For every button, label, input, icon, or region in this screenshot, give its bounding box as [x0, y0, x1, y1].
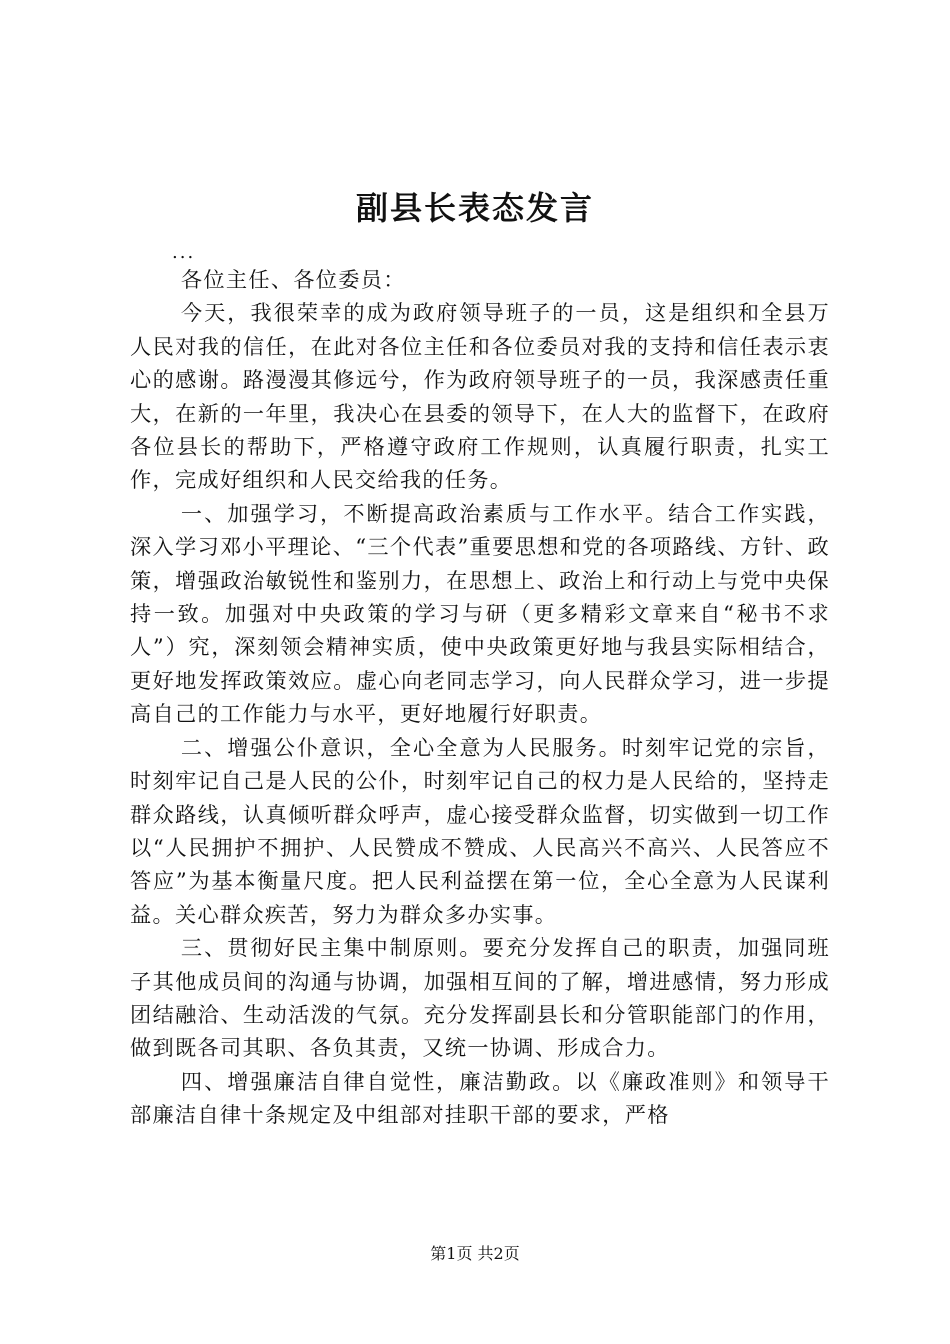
- paragraph-intro: 今天，我很荣幸的成为政府领导班子的一员，这是组织和全县万人民对我的信任，在此对各位主任和各位委员对我的支持和信任表示衷心的感谢。路漫漫其修远兮，作为政府领导班子的一员，我深感责任重大，在新的一年里，我决心在县委的领导下，在人大的监督下，在政府各位县长的帮助下，严格遵守政府工作规则，认真履行职责，扎实工作，完成好组织和人民交给我的任务。: [130, 300, 830, 493]
- document-title: 副县长表态发言: [355, 189, 594, 227]
- document-body: [130, 243, 830, 1132]
- paragraph-point-1: 一、加强学习，不断提高政治素质与工作水平。结合工作实践，深入学习邓小平理论、“三个代表”重要思想和党的各项路线、方针、政策，增强政治敏锐性和鉴别力，在思想上、政治上和行动上与党中央保持一致。加强对中央政策的学习与研（更多精彩文章来自“秘书不求人”）究，深刻领会精神实质，使中央政策更好地与我县实际相结合，更好地发挥政策效应。虚心向老同志学习，向人民群众学习，进一步提高自己的工作能力与水平，更好地履行好职责。: [130, 500, 830, 727]
- paragraph-point-4: 四、增强廉洁自律自觉性，廉洁勤政。以《廉政准则》和领导干部廉洁自律十条规定及中组部对挂职干部的要求，严格: [130, 1068, 830, 1128]
- page-number-footer: 第1页 共2页: [430, 1244, 520, 1263]
- ellipsis-marker: ...: [172, 242, 196, 263]
- paragraph-point-2: 二、增强公仆意识，全心全意为人民服务。时刻牢记党的宗旨，时刻牢记自己是人民的公仆，时刻牢记自己的权力是人民给的，坚持走群众路线，认真倾听群众呼声，虚心接受群众监督，切实做到一切工作以“人民拥护不拥护、人民赞成不赞成、人民高兴不高兴、人民答应不答应”为基本衡量尺度。把人民利益摆在第一位，全心全意为人民谋利益。关心群众疾苦，努力为群众多办实事。: [130, 734, 830, 927]
- paragraph-point-3: 三、贯彻好民主集中制原则。要充分发挥自己的职责，加强同班子其他成员间的沟通与协调，加强相互间的了解，增进感情，努力形成团结融洽、生动活泼的气氛。充分发挥副县长和分管职能部门的作用，做到既各司其职、各负其责，又统一协调、形成合力。: [130, 935, 830, 1061]
- salutation: 各位主任、各位委员：: [180, 267, 406, 292]
